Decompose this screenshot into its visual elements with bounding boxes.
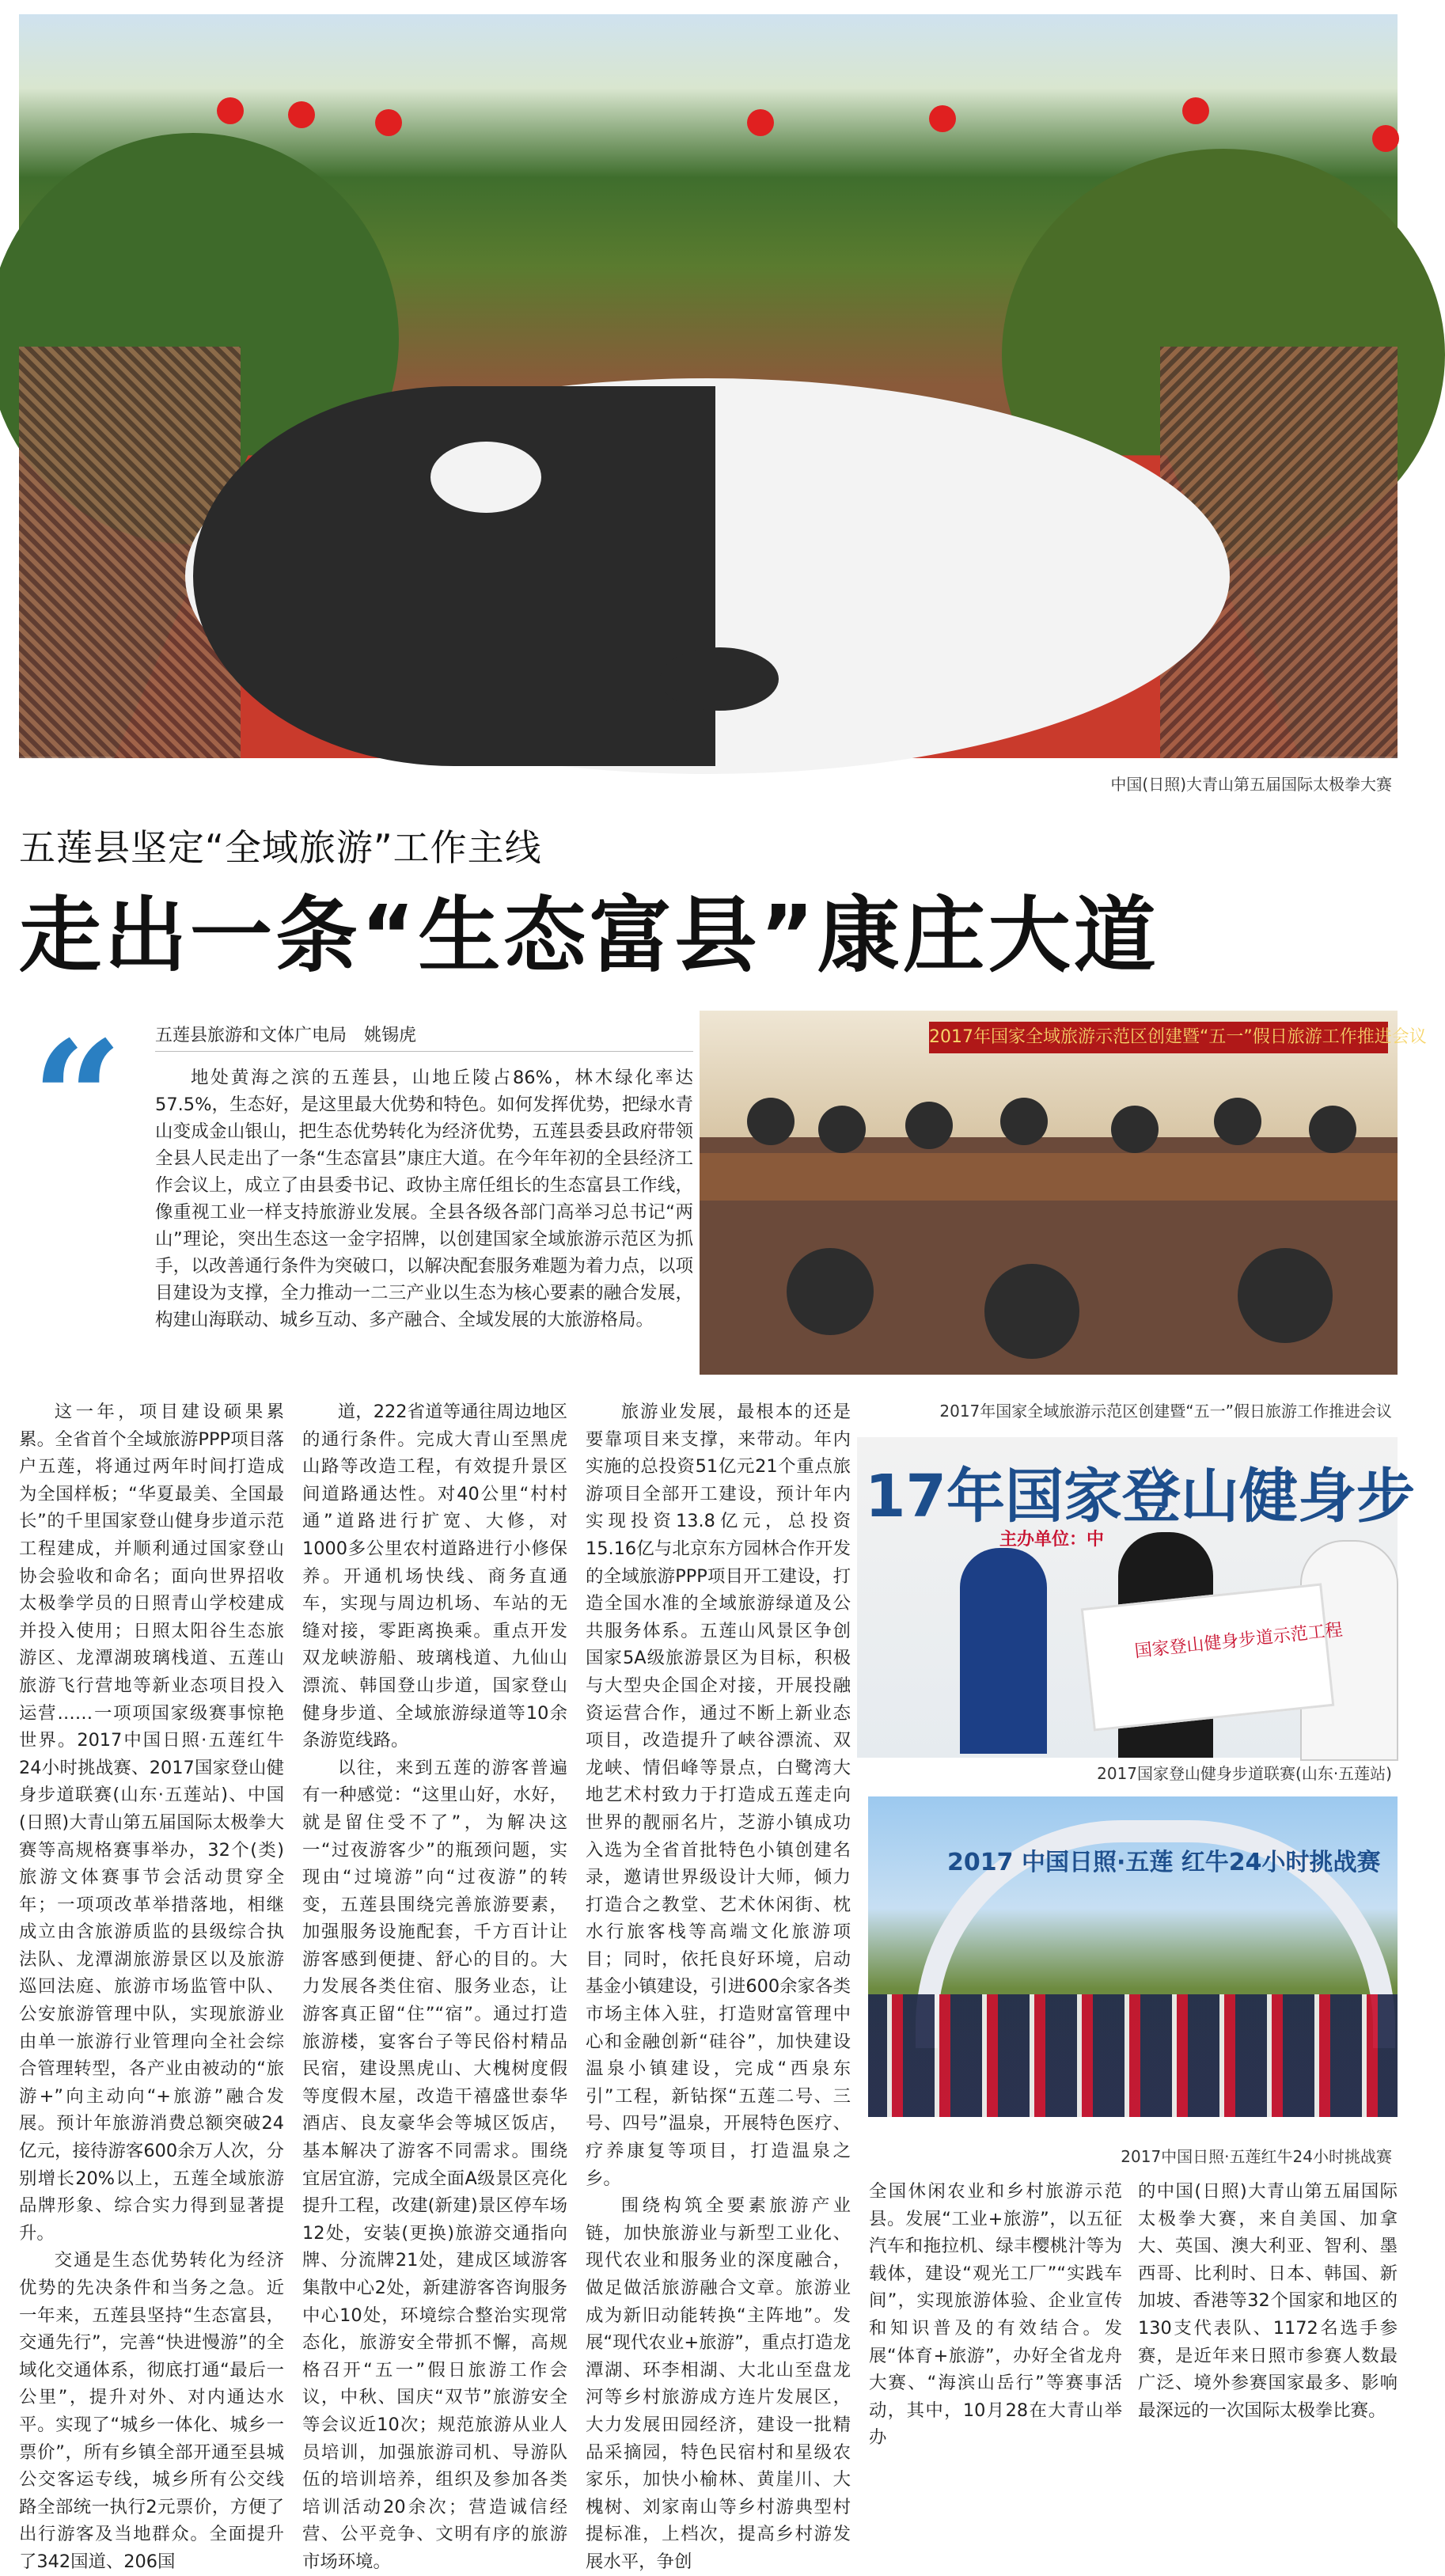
person-left bbox=[960, 1548, 1047, 1754]
article-column-4 bbox=[869, 2178, 1122, 2449]
trail-award-photo bbox=[857, 1437, 1415, 1758]
hero-yinyang-dot-white bbox=[430, 442, 541, 513]
race-caption: 2017中国日照·五莲红牛24小时挑战赛 bbox=[1121, 2147, 1392, 2166]
intro-author: 五莲县旅游和文体广电局 姚锡虎 bbox=[155, 1026, 417, 1045]
race-arch-text: 2017 中国日照·五莲 红牛24小时挑战赛 bbox=[947, 1849, 1381, 1876]
article-column-1 bbox=[19, 1398, 284, 2572]
trail-caption: 2017国家登山健身步道联赛(山东·五莲站) bbox=[1097, 1764, 1392, 1783]
headline-kicker: 五莲县坚定“全域旅游”工作主线 bbox=[19, 826, 542, 869]
meeting-photo bbox=[700, 1011, 1427, 1375]
hero-caption: 中国(日照)大青山第五届国际太极拳大赛 bbox=[1110, 775, 1392, 794]
intro-paragraph: 地处黄海之滨的五莲县，山地丘陵占86%，林木绿化率达57.5%，生态好，是这里最大优势和特色。如何发挥优势，把绿水青山变成金山银山，把生态优势转化为经济优势，五莲县委县政府带领全县人民走出了一条“生态富县”康庄大道。在今年年初的全县经济工作会议上，成立了由县委书记、政协主席任组长的生态富县工作线，像重视工业一样支持旅游业发展。全县各级各部门高举习总书记“两山”理论，突出生态这一金字招牌，以创建国家全域旅游示范区为抓手，以改善通行条件为突破口，以解决配套服务难题为着力点，以项目建设为支撑，全力推动一二三产业以生态为核心要素的融合发展，构建山海联动、城乡互动、多产融合、全域发展的大旅游格局。 bbox=[155, 1068, 693, 1330]
hero-yinyang-black bbox=[193, 386, 715, 766]
hero-photo-taichi-competition bbox=[19, 14, 1398, 757]
article-paragraph: 围绕构筑全要素旅游产业链，加快旅游业与新型工业化、现代农业和服务业的深度融合，做足做活旅游融合文章。旅游业成为新旧动能转换“主阵地”。发展“现代农业+旅游”，重点打造龙潭湖、环李相湖、大北山至盘龙河等乡村旅游成方连片发展区，大力发展田园经济，建设一批精品采摘园，特色民宿村和星级农家乐，加快小榆林、黄崖川、大槐树、刘家南山等乡村游典型村提标准，上档次，提高乡村游发展水平，争创 bbox=[586, 2195, 851, 2572]
attendee bbox=[818, 1106, 866, 1153]
headline-main: 走出一条“生态富县”康庄大道 bbox=[19, 887, 1159, 984]
article-paragraph: 旅游业发展，最根本的还是要靠项目来支撑，来带动。年内实施的总投资51亿元21个重点旅游项目全部开工建设，预计年内实现投资13.8亿元，总投资15.16亿与北京东方园林合作开发的全域旅游PPP项目开工建设，打造全国水准的全域旅游绿道及公共服务体系。五莲山风景区争创国家5A级旅游景区为目标，积极与大型央企国企对接，开展投融资运营合作，通过不断上新业态项目，改造提升了峡谷漂流、双龙峡、情侣峰等景点，白鹭湾大地艺术村致力于打造成五莲走向世界的靓丽名片，芝游小镇成功入选为全省首批特色小镇创建名录，邀请世界级设计大师，倾力打造合之教堂、艺术休闲街、枕水行旅客栈等高端文化旅游项目；同时，依托良好环境，启动基金小镇建设，引进600余家各类市场主体入驻，打造财富管理中心和金融创新“硅谷”，加快建设温泉小镇建设，完成“西泉东引”工程，新钻探“五莲二号、三号、四号”温泉，开展特色医疗、疗养康复等项目，打造温泉之乡。 bbox=[586, 1402, 851, 2189]
attendee bbox=[1111, 1106, 1159, 1153]
balloon-icon bbox=[929, 105, 956, 132]
race-runners bbox=[868, 1994, 1398, 2117]
trail-sponsor-text: 主办单位：中 bbox=[999, 1530, 1105, 1550]
meeting-banner: 2017年国家全域旅游示范区创建暨“五一”假日旅游工作推进会议 bbox=[929, 1022, 1388, 1053]
balloon-icon bbox=[217, 97, 244, 124]
article-paragraph: 的中国(日照)大青山第五届国际太极拳大赛，来自美国、加拿大、英国、澳大利亚、智利、墨西哥、比利时、日本、韩国、新加坡、香港等32个国家和地区的130支代表队、1172名选手参赛，是近年来日照市参赛人数最广泛、境外参赛国家最多、影响最深远的一次国际太极拳比赛。 bbox=[1138, 2181, 1398, 2421]
attendee bbox=[1214, 1098, 1261, 1145]
article-paragraph: 道，222省道等通往周边地区的通行条件。完成大青山至黑虎山路等改造工程，有效提升景区间道路通达性。对40公里“村村通”道路进行扩宽、大修，对1000多公里农村道路进行小修保养。开通机场快线、商务直通车，实现与周边机场、车站的无缝对接，零距离换乘。重点开发双龙峡游船、玻璃栈道、九仙山漂流、韩国登山步道，国家登山健身步道、全域旅游绿道等10余条游览线路。 bbox=[302, 1402, 567, 1751]
race-photo bbox=[868, 1796, 1398, 2117]
balloon-icon bbox=[288, 101, 315, 128]
article-paragraph: 这一年，项目建设硕果累累。全省首个全域旅游PPP项目落户五莲，将通过两年时间打造成为全国样板；“华夏最美、全国最长”的千里国家登山健身步道示范工程建成，并顺利通过国家登山协会验收和命名；面向世界招收太极拳学员的日照青山学校建成并投入使用；日照太阳谷生态旅游区、龙潭湖玻璃栈道、五莲山旅游飞行营地等新业态项目投入运营……一项项国家级赛事惊艳世界。2017中国日照·五莲红牛24小时挑战赛、2017国家登山健身步道联赛(山东·五莲站)、中国(日照)大青山第五届国际太极拳大赛等高规格赛事举办，32个(类)旅游文体赛事节会活动贯穿全年；一项项改革举措落地，相继成立由含旅游质监的县级综合执法队、龙潭湖旅游景区以及旅游巡回法庭、旅游市场监管中队、公安旅游管理中队，实现旅游业由单一旅游行业管理向全社会综合管理转型，各产业由被动的“旅游+”向主动向“+旅游”融合发展。预计年旅游消费总额突破24亿元，接待游客600余万人次，分别增长20%以上，五莲全域旅游品牌形象、综合实力得到显著提升。 bbox=[19, 1402, 284, 2244]
award-plaque-text: 国家登山健身步道示范工程 bbox=[1133, 1620, 1344, 1662]
attendee bbox=[1238, 1248, 1333, 1343]
attendee bbox=[905, 1102, 953, 1149]
article-column-2 bbox=[302, 1398, 567, 2572]
article-paragraph: 以往，来到五莲的游客普遍有一种感觉：“这里山好，水好，就是留住受不了”，为解决这一“过夜游客少”的瓶颈问题，实现由“过境游”向“过夜游”的转变，五莲县围绕完善旅游要素，加强服务设施配套，千方百计让游客感到便捷、舒心的目的。大力发展各类住宿、服务业态，让游客真正留“住”“宿”。通过打造旅游楼，宴客台子等民俗村精品民宿，建设黑虎山、大槐树度假等度假木屋，改造干禧盛世泰华酒店、良友豪华会等城区饭店，基本解决了游客不同需求。围绕宜居宜游，完成全面A级景区亮化提升工程，改建(新建)景区停车场12处，安装(更换)旅游交通指向牌、分流牌21处，建成区域游客集散中心2处，新建游客咨询服务中心10处，环境综合整治实现常态化，旅游安全带抓不懈，高规格召开“五一”假日旅游工作会议，中秋、国庆“双节”旅游安全等会议近10次；规范旅游从业人员培训，加强旅游司机、导游队伍的培训培养，组织及参加各类培训活动20余次；营造诚信经营、公平竞争、文明有序的旅游市场环境。 bbox=[302, 1757, 567, 2572]
balloon-icon bbox=[1182, 97, 1209, 124]
attendee bbox=[747, 1098, 795, 1145]
attendee bbox=[1309, 1106, 1356, 1153]
quote-mark-icon: “ bbox=[32, 1007, 123, 1193]
intro-rule bbox=[155, 1051, 693, 1052]
attendee bbox=[1000, 1098, 1048, 1145]
meeting-table bbox=[700, 1153, 1398, 1201]
balloon-icon bbox=[747, 109, 774, 136]
attendee bbox=[984, 1264, 1079, 1359]
balloon-icon bbox=[1372, 125, 1399, 152]
article-paragraph: 全国休闲农业和乡村旅游示范县。发展“工业+旅游”，以五征汽车和拖拉机、绿丰樱桃汁等为载体，建设“观光工厂”“实践车间”，实现旅游体验、企业宣传和知识普及的有效结合。发展“体育+旅游”，办好全省龙舟大赛、“海滨山岳行”等赛事活动，其中，10月28在大青山举办 bbox=[869, 2181, 1122, 2449]
attendee bbox=[787, 1248, 874, 1335]
article-column-5 bbox=[1138, 2178, 1398, 2421]
award-plaque bbox=[1081, 1583, 1335, 1731]
meeting-caption: 2017年国家全域旅游示范区创建暨“五一”假日旅游工作推进会议 bbox=[939, 1402, 1392, 1421]
article-column-3 bbox=[586, 1398, 851, 2572]
article-paragraph: 交通是生态优势转化为经济优势的先决条件和当务之急。近一年来，五莲县坚持“生态富县，交通先行”，完善“快进慢游”的全域化交通体系，彻底打通“最后一公里”，提升对外、对内通达水平。实现了“城乡一体化、城乡一票价”，所有乡镇全部开通至县城公交客运专线，城乡所有公交线路全部统一执行2元票价，方便了出行游客及当地群众。全面提升了342国道、206国 bbox=[19, 2250, 284, 2572]
hero-yinyang-dot-black bbox=[660, 647, 779, 711]
balloon-icon bbox=[375, 109, 402, 136]
trail-backdrop-text: 17年国家登山健身步 bbox=[865, 1463, 1415, 1531]
